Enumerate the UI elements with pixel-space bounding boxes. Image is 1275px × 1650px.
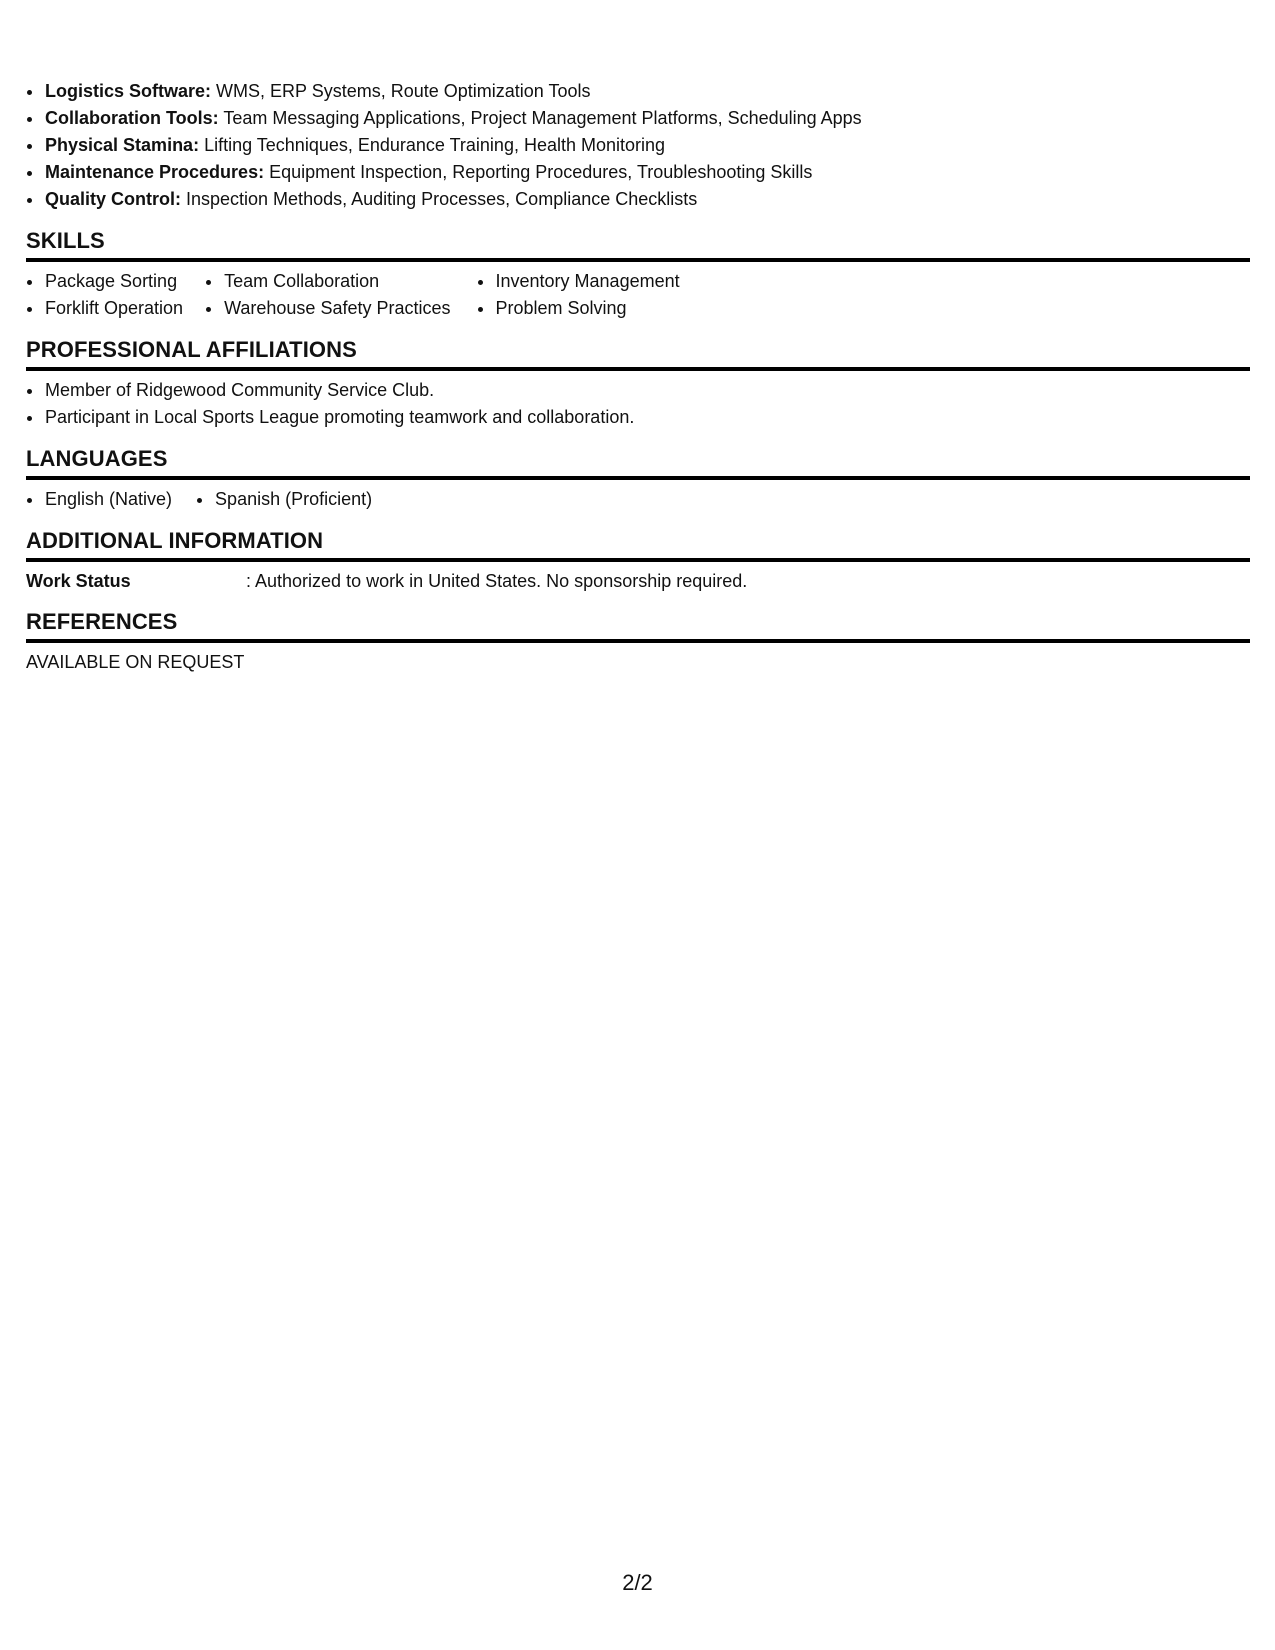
skills-column (205, 268, 450, 322)
affiliations-heading: PROFESSIONAL AFFILIATIONS (26, 335, 1250, 371)
references-section (26, 607, 1250, 675)
language-item: • Spanish (Proficient) (214, 486, 372, 513)
skill-item: • Inventory Management (495, 268, 680, 295)
tools-item (44, 105, 1250, 132)
tools-item-label: Quality Control: (45, 189, 181, 209)
work-status-label: Work Status (26, 571, 131, 591)
work-status-row (26, 568, 1250, 594)
tools-item-text: WMS, ERP Systems, Route Optimization Tools (211, 81, 591, 101)
tools-item (44, 78, 1250, 105)
references-heading: REFERENCES (26, 607, 1250, 643)
affiliation-item: • Member of Ridgewood Community Service Club. (44, 377, 1250, 404)
tools-item-label: Physical Stamina: (45, 135, 200, 155)
skills-column (26, 268, 183, 322)
languages-heading: LANGUAGES (26, 444, 1250, 480)
additional-section (26, 526, 1250, 594)
languages-list (196, 486, 372, 513)
language-item: • English (Native) (44, 486, 172, 513)
affiliations-section (26, 335, 1250, 431)
tools-item-text: Equipment Inspection, Reporting Procedures, Troubleshooting Skills (264, 162, 813, 182)
work-status-value: : Authorized to work in United States. No sponsorship required. (246, 571, 748, 591)
tools-item-text: Inspection Methods, Auditing Processes, Compliance Checklists (181, 189, 698, 209)
tools-item-label: Logistics Software: (45, 81, 212, 101)
tools-item (44, 159, 1250, 186)
skill-item: • Package Sorting (44, 268, 183, 295)
resume-page (26, 78, 1250, 675)
tools-item-text: Team Messaging Applications, Project Management Platforms, Scheduling Apps (218, 108, 862, 128)
skill-item: • Warehouse Safety Practices (223, 295, 450, 322)
page-number: 2/2 (622, 1570, 653, 1595)
skill-item: • Forklift Operation (44, 295, 183, 322)
skills-column (477, 268, 680, 322)
skill-item: • Problem Solving (495, 295, 680, 322)
tools-item-label: Collaboration Tools: (45, 108, 219, 128)
skill-item: • Team Collaboration (223, 268, 450, 295)
languages-list (26, 486, 172, 513)
tools-item (44, 186, 1250, 213)
affiliation-item: • Participant in Local Sports League promoting teamwork and collaboration. (44, 404, 1250, 431)
languages-section (26, 444, 1250, 513)
affiliations-list (26, 377, 1250, 431)
skills-columns (26, 268, 1250, 322)
additional-heading: ADDITIONAL INFORMATION (26, 526, 1250, 562)
skills-section (26, 226, 1250, 322)
tools-item-text: Lifting Techniques, Endurance Training, Health Monitoring (199, 135, 666, 155)
tools-list (26, 78, 1250, 213)
tools-item-label: Maintenance Procedures: (45, 162, 265, 182)
tools-item (44, 132, 1250, 159)
skills-heading: SKILLS (26, 226, 1250, 262)
languages-row (26, 486, 1250, 513)
references-text: AVAILABLE ON REQUEST (26, 652, 245, 672)
